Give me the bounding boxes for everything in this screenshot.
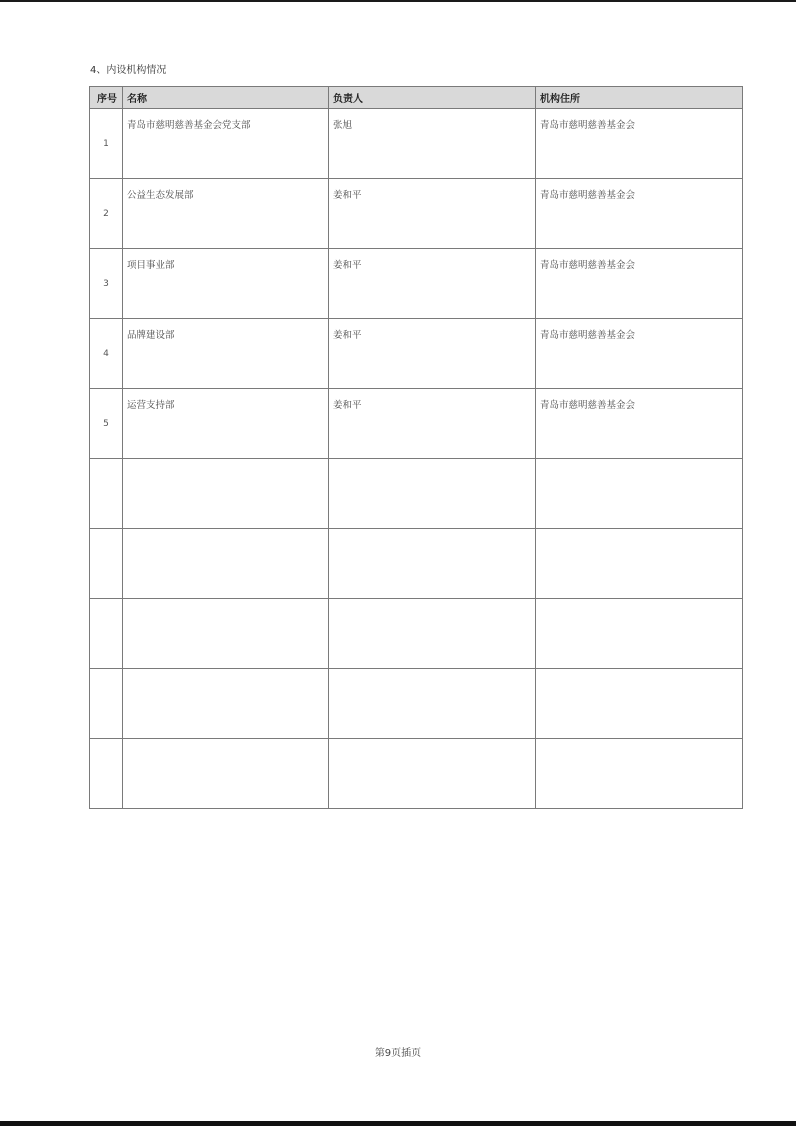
cell-address-text (536, 529, 742, 537)
cell-serial-number: 2 (90, 179, 123, 249)
cell-name (123, 599, 329, 669)
cell-address (536, 249, 743, 319)
cell-name (123, 249, 329, 319)
cell-address-text (536, 459, 742, 467)
cell-address (536, 739, 743, 809)
cell-serial-number: 3 (90, 249, 123, 319)
table-header-row (90, 87, 743, 109)
cell-person-in-charge (329, 249, 536, 319)
cell-address-text (536, 599, 742, 607)
cell-address-text (536, 669, 742, 677)
cell-address (536, 389, 743, 459)
table-row (90, 599, 743, 669)
cell-address-text: 青岛市慈明慈善基金会 (540, 120, 636, 131)
cell-name-text (123, 459, 328, 467)
cell-address-text (536, 739, 742, 747)
cell-person-in-charge (329, 739, 536, 809)
cell-serial-number: 4 (90, 319, 123, 389)
cell-serial-number: 1 (90, 109, 123, 179)
cell-address (536, 179, 743, 249)
table-row (90, 529, 743, 599)
table-row (90, 459, 743, 529)
cell-person-in-charge-text (329, 669, 535, 677)
cell-name-text: 青岛市慈明慈善基金会党支部 (127, 120, 251, 131)
cell-name (123, 179, 329, 249)
cell-address (536, 669, 743, 739)
cell-serial-number (90, 669, 123, 739)
cell-address (536, 109, 743, 179)
cell-name-text: 品牌建设部 (127, 330, 175, 341)
cell-person-in-charge-text: 姜和平 (333, 260, 362, 271)
cell-address-text: 青岛市慈明慈善基金会 (540, 260, 636, 271)
cell-serial-number (90, 599, 123, 669)
cell-name-text: 公益生态发展部 (127, 190, 194, 201)
cell-person-in-charge-text (329, 739, 535, 747)
cell-serial-number (90, 529, 123, 599)
cell-name (123, 319, 329, 389)
table-row (90, 389, 743, 459)
table-row (90, 669, 743, 739)
cell-person-in-charge-text (329, 459, 535, 467)
cell-name (123, 109, 329, 179)
cell-serial-number (90, 459, 123, 529)
scan-top-edge (0, 0, 796, 2)
cell-serial-number: 5 (90, 389, 123, 459)
header-address: 机构住所 (536, 87, 743, 109)
cell-name-text: 运营支持部 (127, 400, 175, 411)
cell-person-in-charge (329, 459, 536, 529)
cell-person-in-charge (329, 669, 536, 739)
cell-address (536, 319, 743, 389)
cell-person-in-charge-text (329, 529, 535, 537)
cell-name (123, 459, 329, 529)
cell-address (536, 599, 743, 669)
table-row (90, 739, 743, 809)
cell-address (536, 459, 743, 529)
cell-person-in-charge (329, 319, 536, 389)
cell-person-in-charge (329, 599, 536, 669)
cell-person-in-charge (329, 179, 536, 249)
header-person-in-charge: 负责人 (329, 87, 536, 109)
header-serial-number: 序号 (90, 87, 123, 109)
cell-person-in-charge (329, 529, 536, 599)
cell-person-in-charge-text: 姜和平 (333, 330, 362, 341)
cell-name-text (123, 599, 328, 607)
cell-name (123, 739, 329, 809)
internal-organization-table (89, 86, 743, 809)
cell-address-text: 青岛市慈明慈善基金会 (540, 330, 636, 341)
header-name: 名称 (123, 87, 329, 109)
table-row (90, 179, 743, 249)
cell-name-text: 项目事业部 (127, 260, 175, 271)
cell-name (123, 389, 329, 459)
cell-name-text (123, 529, 328, 537)
cell-address (536, 529, 743, 599)
table-body (90, 109, 743, 809)
cell-name-text (123, 739, 328, 747)
cell-serial-number (90, 739, 123, 809)
table-row (90, 319, 743, 389)
cell-address-text: 青岛市慈明慈善基金会 (540, 400, 636, 411)
cell-person-in-charge-text: 姜和平 (333, 190, 362, 201)
page-number: 第9页插页 (374, 1048, 422, 1059)
table-row (90, 249, 743, 319)
cell-name-text (123, 669, 328, 677)
cell-person-in-charge-text: 姜和平 (333, 400, 362, 411)
cell-address-text: 青岛市慈明慈善基金会 (540, 190, 636, 201)
cell-person-in-charge (329, 109, 536, 179)
section-title: 4、内设机构情况 (90, 65, 167, 76)
scan-bottom-edge (0, 1121, 796, 1126)
cell-person-in-charge-text: 张旭 (333, 120, 353, 131)
table-row (90, 109, 743, 179)
cell-person-in-charge (329, 389, 536, 459)
cell-name (123, 529, 329, 599)
cell-person-in-charge-text (329, 599, 535, 607)
cell-name (123, 669, 329, 739)
